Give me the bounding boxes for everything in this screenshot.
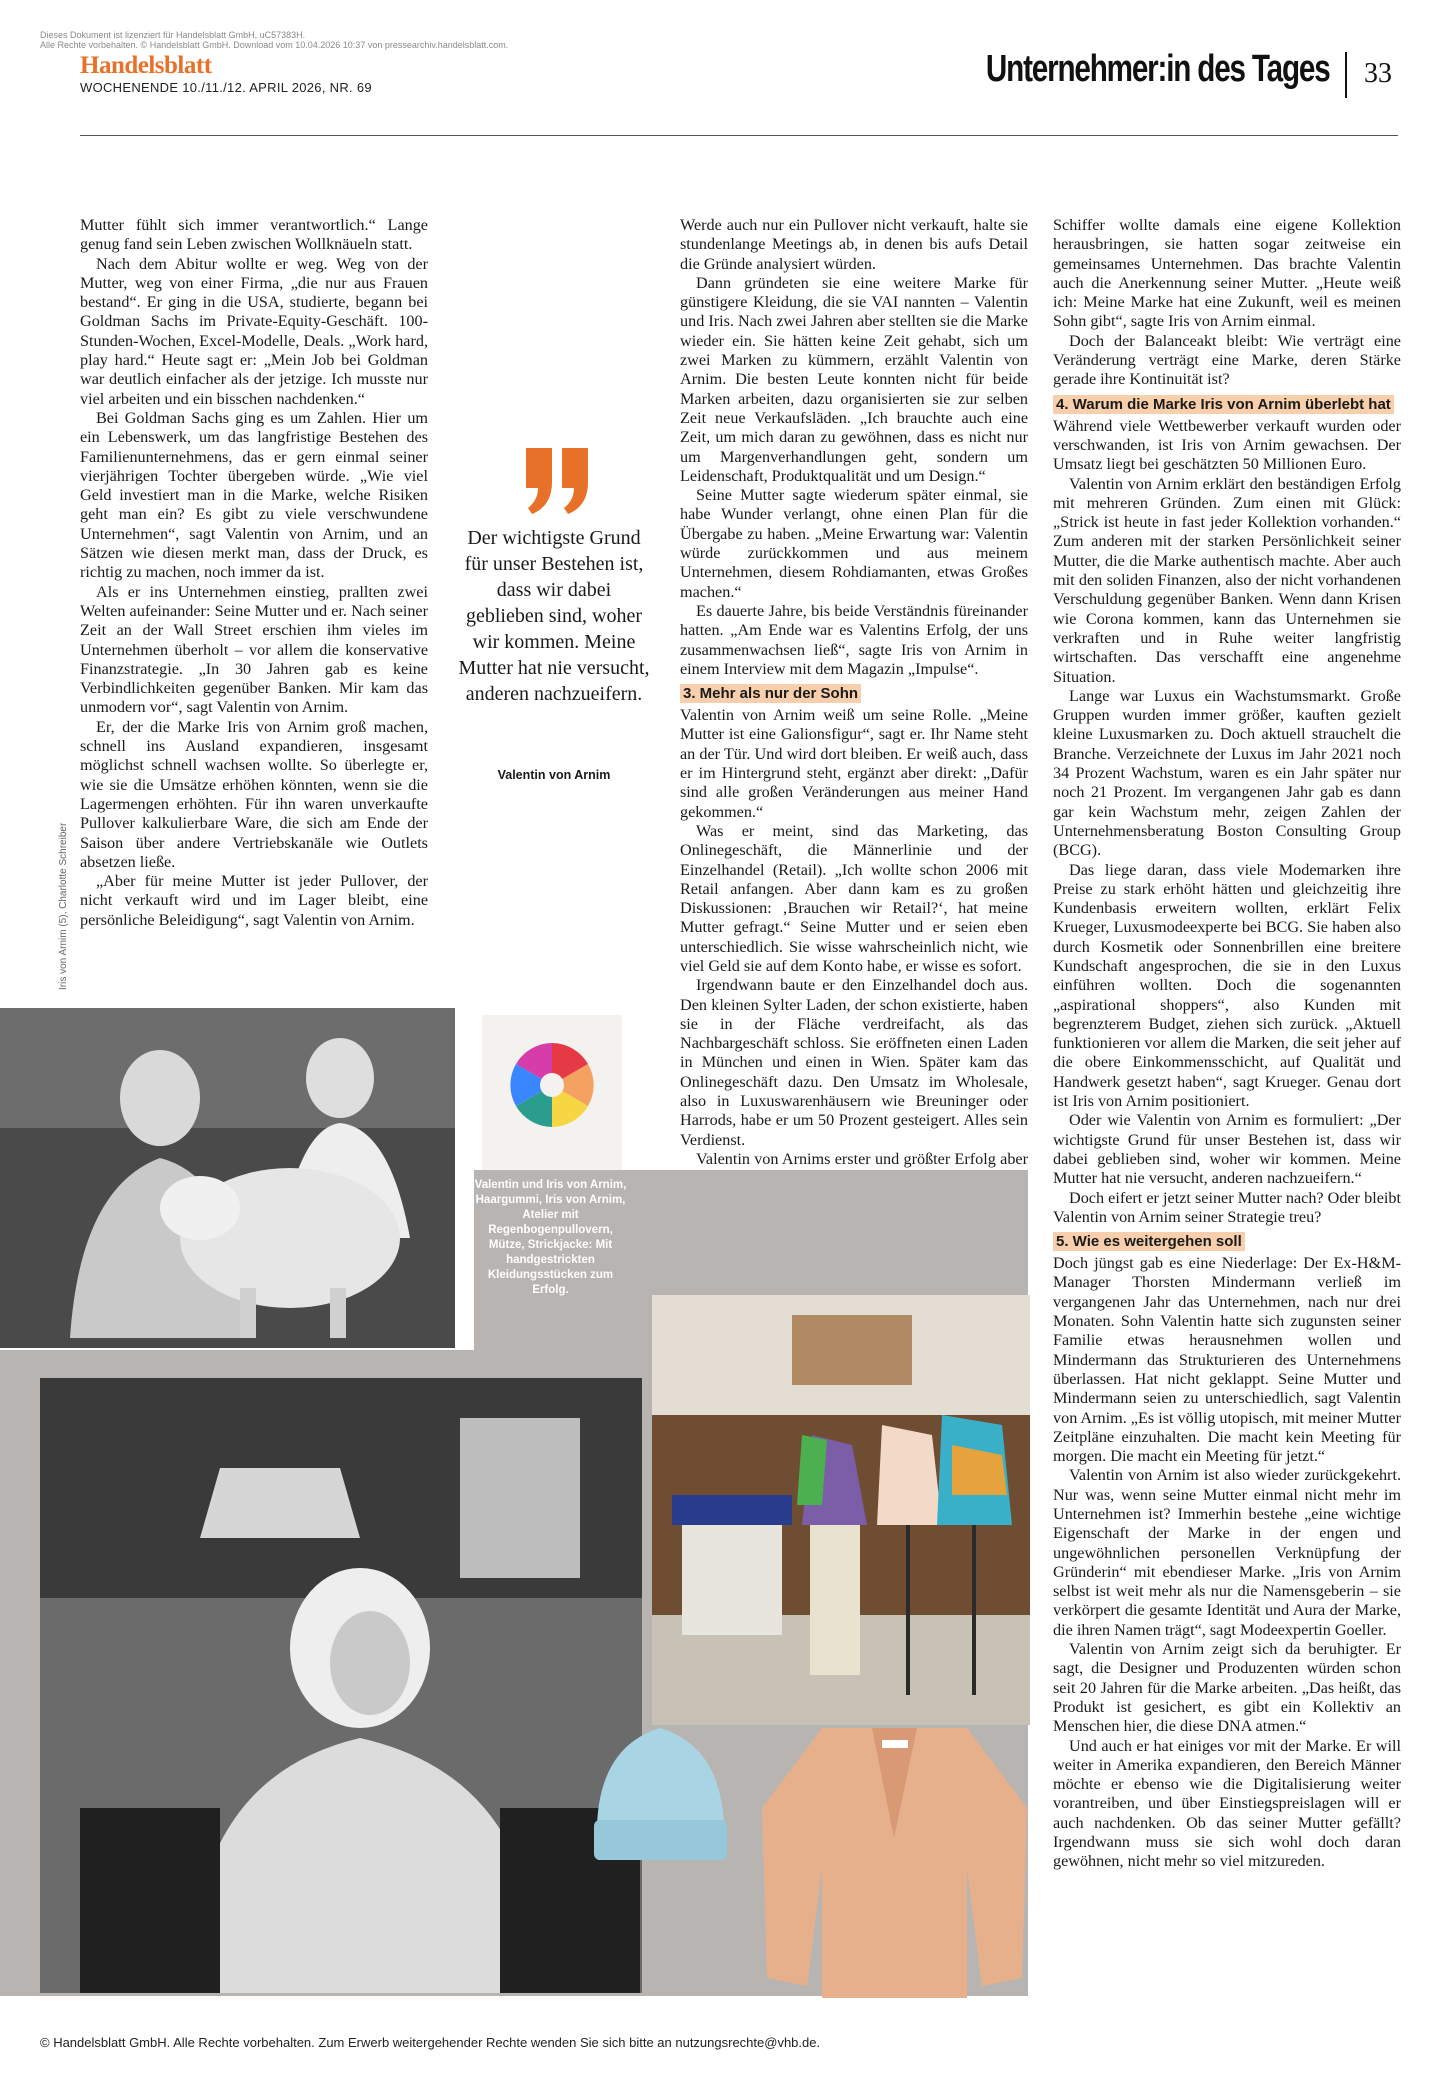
page-footer: © Handelsblatt GmbH. Alle Rechte vorbehalten. Zum Erwerb weitergehender Rechte wenden Sie sich bitte an nutzungsrechte@vhb.de. bbox=[40, 2035, 821, 2050]
license-notice-line-1: Dieses Dokument ist lizenziert für Handelsblatt GmbH, uC57383H. bbox=[40, 30, 306, 40]
photo-valentin-iris-sheep bbox=[0, 1008, 455, 1348]
article-paragraph: Es dauerte Jahre, bis beide Verständnis füreinander hatten. „Am Ende war es Valentins Erfolg, der uns zusammenwachsen ließ“, sagte Iris von Arnim in einem Interview mit dem Magazin „Impulse“. bbox=[680, 601, 1028, 678]
section-heading bbox=[1053, 395, 1401, 414]
article-paragraph: Valentin von Arnims erster und größter Erfolg aber bbox=[696, 1149, 1028, 1168]
photo-caption: Valentin und Iris von Arnim, Haargummi, Iris von Arnim, Atelier mit Regenbogenpullovern, Mütze, Strickjacke: Mit handgestrickten Kleidungsstücken zum Erfolg. bbox=[474, 1179, 627, 1296]
article-paragraph: Doch eifert er jetzt seiner Mutter nach? Oder bleibt Valentin von Arnim seiner Strategie treu? bbox=[1053, 1188, 1401, 1226]
article-paragraph: Lange war Luxus ein Wachstumsmarkt. Große Gruppen wurden immer größer, kauften gezielt kleine Luxusmarken zu. Doch aktuell strauchelt die Branche. Verzeichnete der Luxus im Jahr 2021 noch 34 Prozent Wachstum, waren es ein Jahr später nur noch 21 Prozent. Im vergangenen Jahr gab es dann gar kein Wachstum mehr, zeigen Zahlen der Unternehmensberatung Boston Consulting Group (BCG). bbox=[1053, 686, 1401, 860]
article-paragraph: Und auch er hat einiges vor mit der Marke. Er will weiter in Amerika expandieren, den Bereich Männer möchte er ebenso wie die Digitalisierung weiter vorantreiben, und über Einstiegspreislagen will er auch nachdenken. Ob das seiner Mutter gefällt? Irgendwann muss sie sich wohl doch daran gewöhnen, nicht mehr so viel mitzureden. bbox=[1053, 1736, 1401, 1871]
section-heading bbox=[1053, 1232, 1401, 1251]
photo-hair-tie bbox=[482, 1015, 622, 1170]
article-paragraph: Irgendwann baute er den Einzelhandel doch aus. Den kleinen Sylter Laden, der schon existierte, haben sie in der Fläche verdreifacht, als das Nachbargeschäft schloss. Sie eröffneten einen Laden in München und einen in Wien. Später kam das Onlinegeschäft dazu. Den Umsatz im Wholesale, also in Luxuswarenhäusern wie Breuninger oder Harrods, habe er um 50 Prozent gesteigert. Alles sein Verdienst. bbox=[680, 976, 1028, 1149]
atelier-illustration bbox=[652, 1295, 1030, 1725]
article-paragraph: Als er ins Unternehmen einstieg, prallten zwei Welten aufeinander: Seine Mutter und er. Nach seiner Zeit an der Wall Street erschien ihm vieles im Unternehmen überholt – vor allem die konservative Finanzstrategie. „In 30 Jahren gab es keine Verbindlichkeiten gegenüber Banken. Mir kam das unmodern vor“, sagt Valentin von Arnim. bbox=[80, 582, 428, 717]
pull-quote-author: Valentin von Arnim bbox=[497, 768, 611, 782]
photo-atelier bbox=[652, 1295, 1030, 1725]
article-paragraph: Doch der Balanceakt bleibt: Wie verträgt eine Veränderung verträgt eine Marke, deren Stärke gerade ihre Kontinuität ist? bbox=[1053, 331, 1401, 389]
pull-quote: Der wichtigste Grund für unser Bestehen ist, dass wir dabei geblieben sind, woher wir kommen. Meine Mutter hat nie versucht, anderen nachzueifern. bbox=[458, 527, 650, 705]
photo-illustration bbox=[0, 1008, 455, 1348]
article-paragraph: Seine Mutter sagte wiederum später einmal, sie habe Wunder verlangt, ohne einen Plan für die Übergabe zu haben. „Meine Erwartung war: Valentin würde zurückkommen und aus meinem Unternehmen, diesem Rohdiamanten, etwas Großes machen.“ bbox=[680, 486, 1028, 601]
license-notice bbox=[40, 30, 508, 50]
article-paragraph: Schiffer wollte damals eine eigene Kollektion herausbringen, sie hatten sogar zeitweise ein gemeinsames Unternehmen. Das brachte Valentin auch die Anerkennung seiner Mutter. „Heute weiß ich: Meine Marke hat eine Zukunft, weil es meinen Sohn gibt“, sagte Iris von Arnim einmal. bbox=[1053, 216, 1401, 331]
article-paragraph: Mutter fühlt sich immer verantwortlich.“ Lange genug fand sein Leben zwischen Wollknäueln statt. bbox=[80, 216, 428, 254]
article-paragraph: Valentin von Arnim ist also wieder zurückgekehrt. Nur was, wenn seine Mutter einmal nicht mehr im Unternehmen ist? Immerhin bestehe „eine wichtige Eigenschaft der Marke in der engen und ungewöhnlichen personellen Verknüpfung der Gründerin“ mit ebendieser Marke. „Iris von Arnim selbst ist weit mehr als nur die Namensgeberin – sie verkörpert die gesamte Identität und Aura der Marke, die ihren Namen trägt“, sagt Modeexpertin Goeller. bbox=[1053, 1466, 1401, 1639]
section-title: Unternehmer:in des Tages bbox=[986, 48, 1330, 90]
article-paragraph: Valentin von Arnim zeigt sich da beruhigter. Er sagt, die Designer und Produzenten würden schon seit 20 Jahren für die Marke arbeiten. „Das heißt, das Produkt ist gesichert, es gibt ein Kollektiv an Menschen hier, die diese DNA atmen.“ bbox=[1053, 1640, 1401, 1736]
article-paragraph: Nach dem Abitur wollte er weg. Weg von der Mutter, weg von einer Firma, „die nur aus Frauen bestand“. Er ging in die USA, studierte, begann bei Goldman Sachs im Private-Equity-Geschäft. 100-Stunden-Wochen, Excel-Modelle, Deals. „Work hard, play hard.“ Heute sagt er: „Mein Job bei Goldman war deutlich einfacher als der jetzige. Ich musste nur viel arbeiten und ein bisschen nachdenken.“ bbox=[80, 254, 428, 408]
knit-hat-illustration bbox=[588, 1710, 733, 1860]
quote-mark-icon bbox=[522, 448, 592, 514]
article-paragraph: Das liege daran, dass viele Modemarken ihre Preise zu stark erhöht hätten und gleichzeitig ihre Kundenbasis erweitern wollten, erklärt Felix Krueger, Luxusmodeexperte bei BCG. Sie haben also durch Kosmetik oder Sonnenbrillen eine breitere Kundschaft angesprochen, die sie in den Luxus einführen wollten. Doch die sogenannten „aspirational shoppers“, also Kunden mit begrenzterem Budget, ziehen sich zurück. „Aktuell funktionieren vor allem die Marken, die seit jeher auf die obere Einkommensschicht, auf Qualität und Handwerk gesetzt haben“, sagt Krueger. Genau dort ist Iris von Arnim positioniert. bbox=[1053, 860, 1401, 1111]
header-rule bbox=[80, 135, 1398, 136]
article-column-1 bbox=[80, 216, 428, 996]
cardigan-illustration bbox=[752, 1718, 1037, 1998]
article-paragraph: Was er meint, sind das Marketing, das Onlinegeschäft, die Männerlinie und der Einzelhandel (Retail). „Ich wollte schon 2006 mit Retail anfangen. Aber dann kam es zu großen Diskussionen: ‚Brauchen wir Retail?‘, hat meine Mutter gefragt.“ Seine Mutter und er seien eben unterschiedlich. Sie wisse wahrscheinlich nicht, wie viel Geld sie auf dem Konto habe, er wisse es sofort. bbox=[680, 821, 1028, 975]
article-column-4 bbox=[1053, 216, 1401, 2016]
article-paragraph: Valentin von Arnim erklärt den beständigen Erfolg mit mehreren Gründen. Zum einen mit Glück: „Strick ist heute in fast jeder Kollektion vorhanden.“ Zum anderen mit der starken Persönlichkeit seiner Mutter, die die Marke authentisch machte. Aber auch mit den soliden Finanzen, also der nicht vorhandenen Verschuldung gegenüber Banken. Wenn dann Krisen wie Corona kommen, kann das Unternehmen sie verkraften und in Ruhe weiter langfristig wirtschaften. Das verschafft eine angenehme Situation. bbox=[1053, 474, 1401, 686]
hair-tie-illustration bbox=[482, 1015, 622, 1170]
section-heading bbox=[680, 684, 1028, 703]
article-paragraph: Er, der die Marke Iris von Arnim groß machen, schnell ins Ausland expandieren, insgesamt möglichst schnell wachsen wollte. So überlegte er, wie sie die Umsätze erhöhen könnten, wenn sie die Lagermengen erhöhten. Für ihn waren unverkaufte Pullover kalkulierbare Ware, die sich am Ende der Saison über andere Vertriebskanäle wie Outlets absetzen ließe. bbox=[80, 717, 428, 871]
page-number: 33 bbox=[1364, 58, 1392, 89]
article-paragraph: Werde auch nur ein Pullover nicht verkauft, halte sie stundenlange Meetings ab, in denen bis aufs Detail die Gründe analysiert würden. bbox=[680, 216, 1028, 273]
article-paragraph: Doch jüngst gab es eine Niederlage: Der Ex-H&M-Manager Thorsten Mindermann verließ im vergangenen Jahr das Unternehmen, nach nur drei Monaten. Sohn Valentin hatte sich zugunsten seiner Familie etwas herausnehmen wollen und Mindermann das Strukturieren des Unternehmens überlassen. Hat nicht geklappt. Seine Mutter und Mindermann seien zu unterschiedlich, sagt Valentin von Arnim. „Es ist völlig utopisch, mit meiner Mutter Zeitpläne einzuhalten. Die macht kein Meeting für morgen. Die macht ein Meeting für jetzt.“ bbox=[1053, 1254, 1401, 1466]
section-heading-label: 4. Warum die Marke Iris von Arnim überlebt hat bbox=[1053, 395, 1394, 414]
license-notice-line-2: Alle Rechte vorbehalten. © Handelsblatt GmbH. Download vom 10.04.2026 10:37 von pressearchiv.handelsblatt.com. bbox=[40, 40, 509, 50]
section-heading-label: 3. Mehr als nur der Sohn bbox=[680, 684, 861, 703]
photo-credit: Iris von Arnim (5), Charlotte Schreiber bbox=[58, 822, 69, 990]
article-paragraph: Valentin von Arnim weiß um seine Rolle. „Meine Mutter ist eine Galionsfigur“, sagt er. Ihr Name steht an der Tür. Und wird dort bleiben. Er weiß auch, dass er im Hintergrund steht, ergänzt aber direkt: „Dafür sind alle großen Veränderungen aus meiner Hand gekommen.“ bbox=[680, 706, 1028, 821]
article-paragraph: Bei Goldman Sachs ging es um Zahlen. Hier um ein Lebenswerk, um das langfristige Bestehen des Familienunternehmens, das er gern einmal seiner vierjährigen Tochter übergeben würde. „Wie viel Geld investiert man in die Marke, welche Risiken geht man ein? Es gibt zu viele verschwundene Unternehmen“, sagt Valentin von Arnim, und an Sätzen wie diesen merkt man, dass der Druck, es richtig zu machen, noch immer da ist. bbox=[80, 408, 428, 582]
article-paragraph: Oder wie Valentin von Arnim es formuliert: „Der wichtigste Grund für unser Bestehen ist, dass wir dabei geblieben sind, woher wir kommen. Meine Mutter hat nie versucht, anderen nachzueifern.“ bbox=[1053, 1111, 1401, 1188]
brand-logo: Handelsblatt bbox=[80, 52, 212, 79]
section-heading-label: 5. Wie es weitergehen soll bbox=[1053, 1232, 1245, 1251]
article-paragraph: Dann gründeten sie eine weitere Marke für günstigere Kleidung, die sie VAI nannten – Valentin und Iris. Nach zwei Jahren aber stellten sie die Marke wieder ein. Sie hätten keine Zeit gehabt, sich um zwei Marken zu kümmern, erzählt Valentin von Arnim. Die besten Leute konnten nicht für beide Marken arbeiten, dazu organisierten sie zur selben Zeit neue Verkaufsläden. „Ich brauchte auch eine Zeit, um mich daran zu gewöhnen, dass es nicht nur um Margenverhandlungen geht, sondern um Leidenschaft, Produktqualität und um Design.“ bbox=[680, 273, 1028, 485]
header-divider bbox=[1345, 52, 1347, 98]
portrait-illustration bbox=[40, 1378, 642, 1993]
article-paragraph: Während viele Wettbewerber verkauft wurden oder verschwanden, ist Iris von Arnim gewachsen. Der Umsatz liegt bei geschätzten 50 Millionen Euro. bbox=[1053, 416, 1401, 474]
photo-iris-von-arnim bbox=[40, 1378, 642, 1993]
issue-info: WOCHENENDE 10./11./12. APRIL 2026, NR. 69 bbox=[80, 80, 372, 95]
article-column-3 bbox=[680, 216, 1028, 1296]
article-paragraph: „Aber für meine Mutter ist jeder Pullover, der nicht verkauft wird und im Lager bleibt, eine persönliche Beleidigung“, sagt Valentin von Arnim. bbox=[80, 872, 428, 929]
